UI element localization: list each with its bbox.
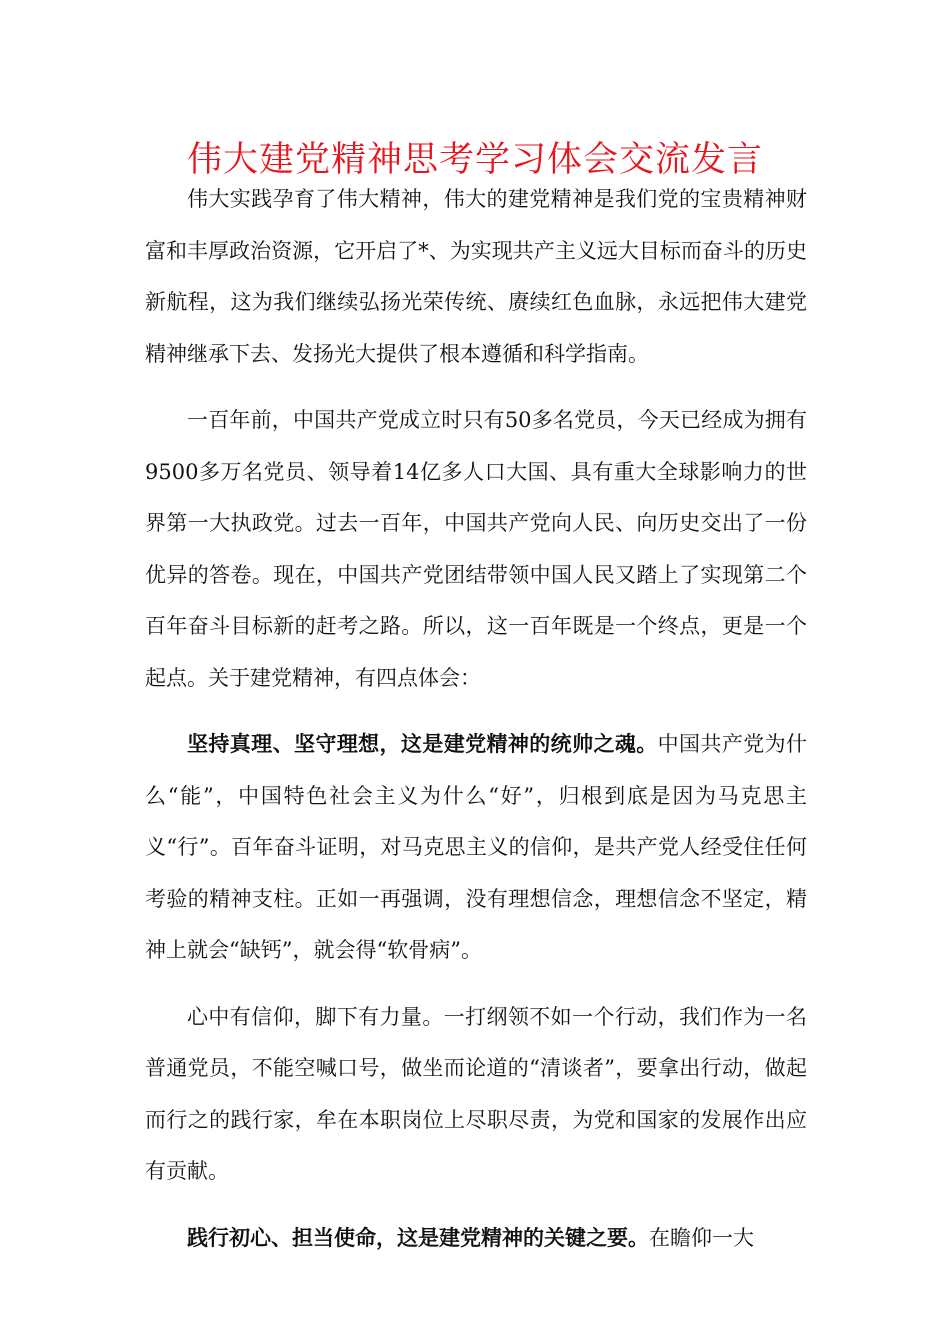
paragraph-text: 一百年前，中国共产党成立时只有50多名党员，今天已经成为拥有9500多万名党员、领导着14亿多人口大国、具有重大全球影响力的世界第一大执政党。过去一百年，中国共产党向人民、向历史交出了一份优异的答卷。现在，中国共产党团结带领中国人民又踏上了实现第二个百年奋斗目标新的赶考之路。所以，这一百年既是一个终点，更是一个起点。关于建党精神，有四点体会： (145, 408, 807, 690)
paragraph-lead: 践行初心、担当使命，这是建党精神的关键之要。 (187, 1224, 649, 1250)
paragraph-2 (145, 394, 807, 704)
paragraph-lead: 坚持真理、坚守理想，这是建党精神的统帅之魂。 (187, 731, 658, 756)
paragraph-text: 伟大实践孕育了伟大精神，伟大的建党精神是我们党的宝贵精神财富和丰厚政治资源，它开启了*、为实现共产主义远大目标而奋斗的历史新航程，这为我们继续弘扬光荣传统、赓续红色血脉，永远把伟大建党精神继承下去、发扬光大提供了根本遵循和科学指南。 (145, 187, 807, 366)
paragraph-4 (145, 991, 807, 1198)
document-body (145, 173, 807, 1278)
paragraph-text: 中国共产党为什么“能”，中国特色社会主义为什么“好”，归根到底是因为马克思主义“行”。百年奋斗证明，对马克思主义的信仰，是共产党人经受住任何考验的精神支柱。正如一再强调，没有理想信念，理想信念不坚定，精神上就会“缺钙”，就会得“软骨病”。 (145, 732, 808, 962)
paragraph-text: 在瞻仰一大 (649, 1225, 754, 1250)
paragraph-5 (145, 1212, 807, 1265)
document-title: 伟大建党精神思考学习体会交流发言 (186, 140, 763, 180)
paragraph-3 (145, 718, 807, 977)
paragraph-text: 心中有信仰，脚下有力量。一打纲领不如一个行动，我们作为一名普通党员，不能空喊口号，做坐而论道的“清谈者”，要拿出行动，做起而行之的践行家，牟在本职岗位上尽职尽责，为党和国家的发展作出应有贡献。 (145, 1004, 807, 1183)
paragraph-1 (145, 173, 807, 380)
